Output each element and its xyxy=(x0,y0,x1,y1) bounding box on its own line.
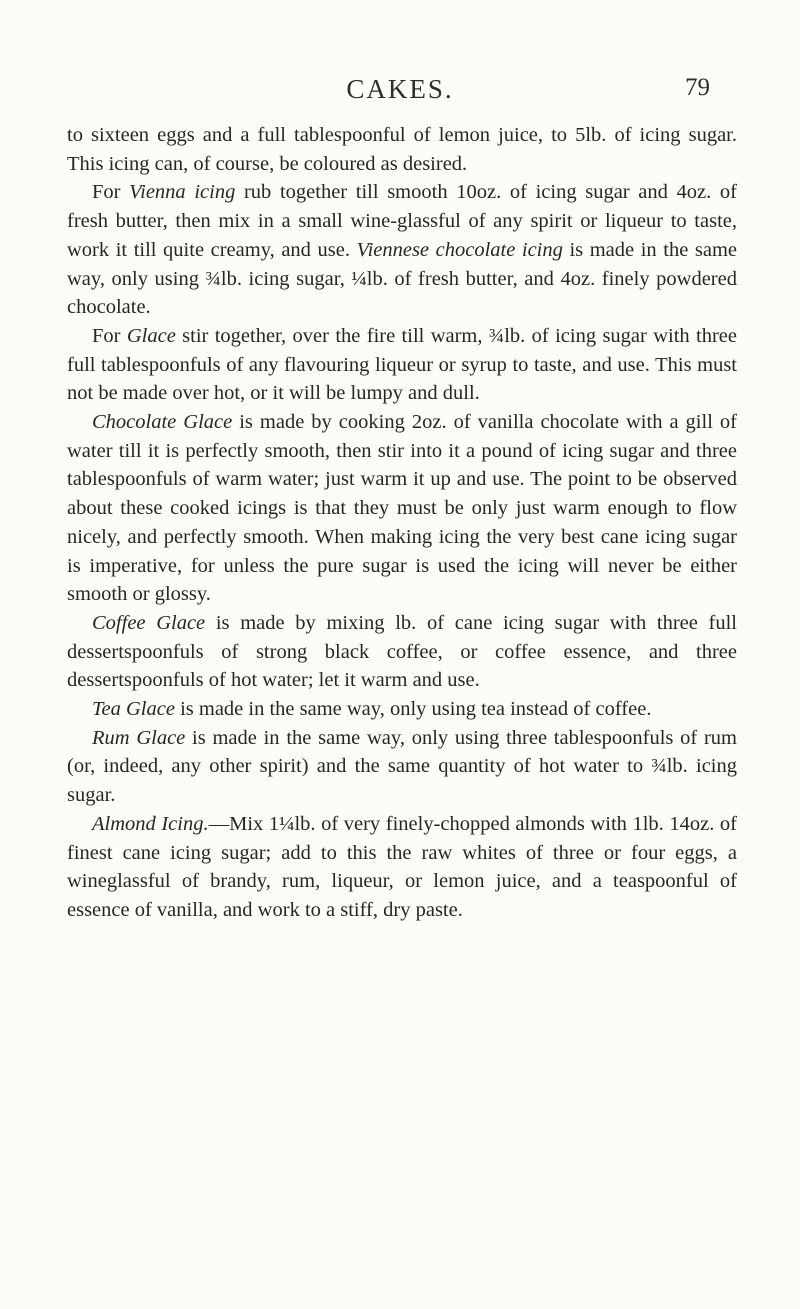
paragraph-text: is made in the same way, only using tea instead of coffee. xyxy=(174,698,652,721)
paragraph-text: is made in the same way, only using ¾lb. icing sugar, ¼lb. of fresh butter, and 4oz. finely powdered chocolate. xyxy=(67,238,737,319)
paragraph-text: is made by mixing lb. of cane icing sugar with three full dessertspoonfuls of strong black coffee, or coffee essence, and three dessertspoonfuls of hot water; let it warm and use. xyxy=(67,611,738,692)
recipe-name-vienna-icing: Vienna icing xyxy=(129,181,236,204)
recipe-name-viennese-chocolate-icing: Viennese chocolate icing xyxy=(356,238,563,261)
paragraph-text: stir together, over the fire till warm, ¾lb. of icing sugar with three full tablespoonfuls of any flavouring liqueur or syrup to taste, and use. This must not be made over hot, or it will be lumpy and dull. xyxy=(67,324,737,405)
text-body xyxy=(67,121,737,925)
paragraph-text: —Mix 1¼lb. of very finely-chopped almonds with 1lb. 14oz. of finest cane icing sugar; add to this the raw whites of three or four eggs, a wineglassful of brandy, rum, liqueur, or lemon juice, and a teaspoonful of essence of vanilla, and work to a stiff, dry paste. xyxy=(67,812,737,921)
running-head xyxy=(0,74,800,114)
recipe-name-almond-icing: Almond Icing. xyxy=(92,812,209,835)
paragraph-chocolate-glace xyxy=(67,408,737,609)
paragraph-text: is made by cooking 2oz. of vanilla chocolate with a gill of water till it is perfectly smooth, then stir into it a pound of icing sugar and three tablespoonfuls of warm water; just warm it up and use. The point to be observed about these cooked icings is that they must be only just warm enough to flow nicely, and perfectly smooth. When making icing the very best cane icing sugar is imperative, for unless the pure sugar is used the icing will never be either smooth or glossy. xyxy=(67,411,737,606)
paragraph-text: For xyxy=(92,181,130,204)
paragraph-almond-icing xyxy=(67,810,737,925)
page-number: 79 xyxy=(685,74,710,101)
paragraph-text: rub together till smooth 10oz. of icing sugar and 4oz. of fresh butter, then mix in a small wine-glassful of any spirit or liqueur to taste, work it till quite creamy, and use. xyxy=(67,181,737,261)
recipe-name-chocolate-glace: Chocolate Glace xyxy=(92,411,233,434)
paragraph-vienna-icing xyxy=(67,178,737,322)
paragraph-text: is made in the same way, only using three tablespoonfuls of rum (or, indeed, any other spirit) and the same quantity of hot water to ¾lb. icing sugar. xyxy=(67,726,737,807)
paragraph-tea-glace xyxy=(67,695,737,724)
paragraph-coffee-glace xyxy=(67,609,737,695)
paragraph-text: For xyxy=(92,324,127,347)
paragraph-rum-glace xyxy=(67,724,737,810)
paragraph-glace xyxy=(67,322,737,408)
paragraph-icing-continued xyxy=(67,121,737,178)
recipe-name-glace: Glace xyxy=(126,324,176,347)
recipe-name-rum-glace: Rum Glace xyxy=(92,726,186,749)
running-title: CAKES. xyxy=(346,74,454,104)
recipe-name-coffee-glace: Coffee Glace xyxy=(92,611,206,634)
recipe-name-tea-glace: Tea Glace xyxy=(92,698,175,721)
paragraph-text: to sixteen eggs and a full tablespoonful of lemon juice, to 5lb. of icing sugar. This icing can, of course, be coloured as desired. xyxy=(67,124,737,175)
